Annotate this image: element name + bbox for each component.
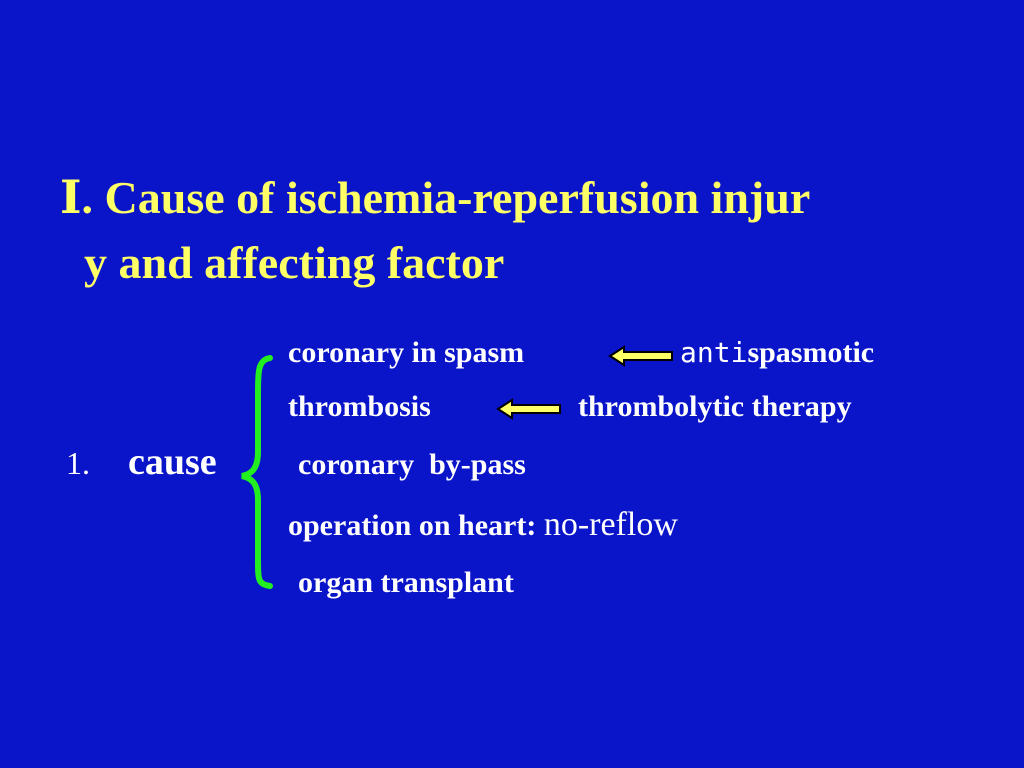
- list-number: 1.: [66, 445, 90, 481]
- slide-title-line-1: Ⅰ. Cause of ischemia-reperfusion injur: [60, 172, 811, 223]
- item-organ-transplant: organ transplant: [298, 566, 514, 599]
- slide-title-line-2: y and affecting factor: [84, 237, 505, 288]
- cause-label: cause: [128, 441, 217, 483]
- item-thrombolytic-therapy: thrombolytic therapy: [578, 390, 852, 423]
- item-coronary-bypass: coronary by-pass: [298, 448, 526, 481]
- anti-prefix: anti: [680, 336, 748, 369]
- curly-brace: [236, 352, 276, 592]
- no-reflow-label: no-reflow: [543, 506, 678, 543]
- item-thrombosis: thrombosis: [288, 390, 431, 423]
- item-antispasmotic: [680, 338, 874, 368]
- left-arrow-icon: [608, 345, 674, 367]
- item-operation-on-heart: [288, 508, 678, 542]
- operation-label: operation on heart:: [288, 509, 537, 542]
- left-arrow-icon: [496, 398, 562, 420]
- anti-suffix: spasmotic: [747, 336, 875, 369]
- item-coronary-spasm: coronary in spasm: [288, 336, 525, 369]
